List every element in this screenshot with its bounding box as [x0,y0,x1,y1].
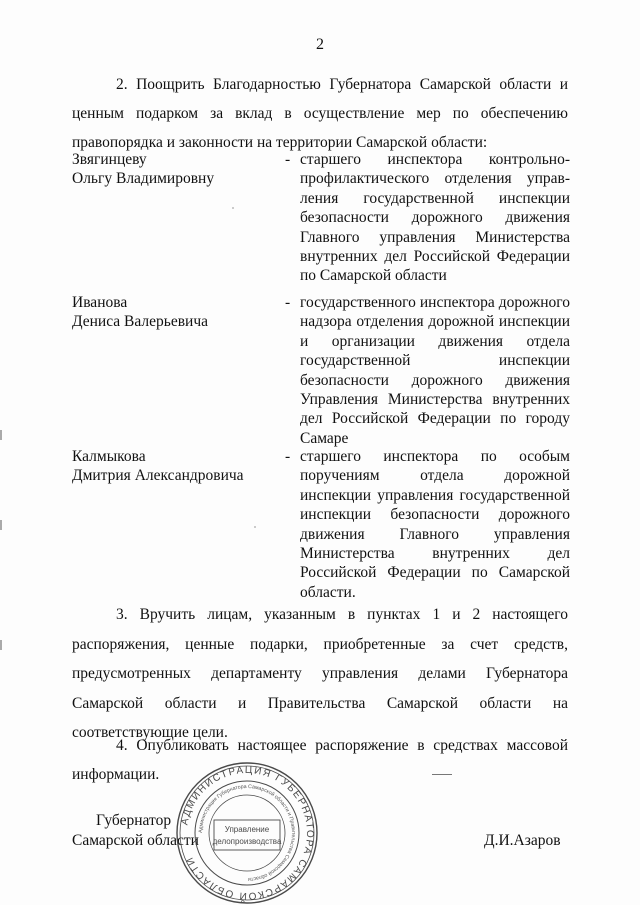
paragraph-2: 2. Поощрить Благодарностью Губернатора Самарской области и ценным подарком за вклад в осуществление мер по обеспечению правопорядка и законности на территории Самарской области: [72,76,568,151]
awardee-name: Звягинцеву Ольгу Владимировну [72,151,215,187]
seal-outer-text: АДМИНИСТРАЦИЯ ГУБЕРНАТОРА САМАРСКОЙ ОБЛАСТИ [179,764,316,902]
signatory-name: Д.И.Азаров [484,832,561,849]
scan-edge-mark [0,430,2,440]
awardee-name: Иванова Дениса Валерьевича [72,294,209,330]
seal-center-line-1: Управление [224,825,270,834]
paragraph-3: 3. Вручить лицам, указанным в пунктах 1 и 2 настоящего распоряжения, ценные подарки, приобретенные за счет средств, предусмотренных департаменту управления делами Губернатора Самарской области и Правительства Самарской области на соответствующие цели. [72,606,568,741]
paragraph-4: 4. Опубликовать настоящее распоряжение в средствах массовой информации. [72,737,568,783]
scan-edge-mark [0,520,2,530]
pen-mark [432,774,452,775]
awardee-position: государственного инспектора дорожного надзора отделения дорожной инспекции и организации движения отдела государственной инспекции безопасности дорожного движения Управления Министерства внутренних дел Российской Федерации по городу Самаре [300,294,570,447]
awardee-position: старшего инспектора контрольно-профилактического отделения управления государственной инспекции безопасности дорожного движения Главного управления Министерства внутренних дел Российской Федерации по Самарской области [300,151,570,285]
seal-center-line-2: делопроизводства [212,837,282,846]
awardee-dash: - [285,448,291,465]
signatory-title-line-1: Губернатор [96,812,172,829]
awardee-dash: - [285,294,291,311]
scan-speck [254,526,256,528]
signatory-title-line-2: Самарской области [72,832,199,849]
seal-inner-text: Администрация Губернатора Самарской области и Правительства Самарской области [197,783,297,883]
scan-edge-mark [0,640,2,650]
official-seal-icon [174,760,320,906]
awardee-name: Калмыкова Дмитрия Александровича [72,448,244,484]
page-number: 2 [316,36,324,53]
awardee-dash: - [285,151,291,168]
scan-speck [232,207,234,209]
awardee-position: старшего инспектора по особым поручениям отдела дорожной инспекции управления государственной инспекции безопасности дорожного движения Главного управления Министерства внутренних дел Российской Федерации по Самарской области. [300,448,570,601]
